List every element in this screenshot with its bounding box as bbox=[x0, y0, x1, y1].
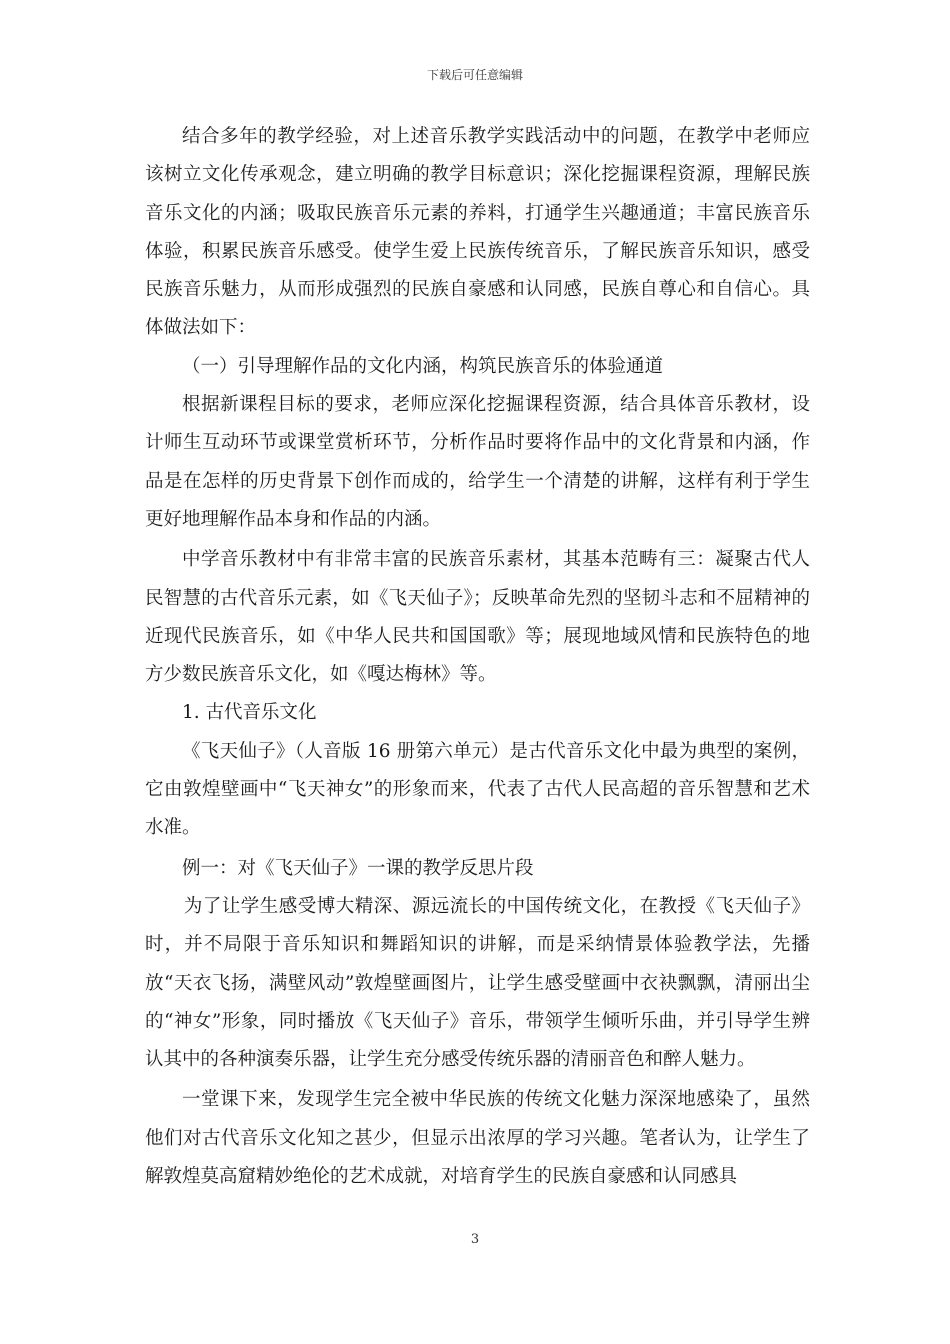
paragraph: 为了让学生感受博大精深、源远流长的中国传统文化，在教授《飞天仙子》时，并不局限于音乐知识和舞蹈知识的讲解，而是采纳情景体验教学法，先播放“天衣飞扬，满壁风动”敦煌壁画图片，让学生感受壁画中衣袂飘飘，清丽出尘的“神女”形象，同时播放《飞天仙子》音乐，带领学生倾听乐曲，并引导学生辨认其中的各种演奏乐器，让学生充分感受传统乐器的清丽音色和醉人魅力。 bbox=[145, 895, 810, 1071]
page-header: 下载后可任意编辑 bbox=[426, 68, 523, 82]
paragraph: 中学音乐教材中有非常丰富的民族音乐素材，其基本范畴有三：凝聚古代人民智慧的古代音乐元素，如《飞天仙子》；反映革命先烈的坚韧斗志和不屈精神的近现代民族音乐，如《中华人民共和国国歌》等；展现地域风情和民族特色的地方少数民族音乐文化，如《嘎达梅林》等。 bbox=[145, 549, 810, 686]
section-heading: （一）引导理解作品的文化内涵，构筑民族音乐的体验通道 bbox=[182, 355, 664, 377]
paragraph: 结合多年的教学经验，对上述音乐教学实践活动中的问题，在教学中老师应该树立文化传承观念，建立明确的教学目标意识；深化挖掘课程资源，理解民族音乐文化的内涵；吸取民族音乐元素的养料，打通学生兴趣通道；丰富民族音乐体验，积累民族音乐感受。使学生爱上民族传统音乐，了解民族音乐知识，感受民族音乐魅力，从而形成强烈的民族自豪感和认同感，民族自尊心和自信心。具体做法如下： bbox=[145, 126, 810, 339]
example-heading: 例一：对《飞天仙子》一课的教学反思片段 bbox=[182, 857, 534, 879]
page-number: 3 bbox=[470, 1232, 480, 1247]
paragraph: 一堂课下来，发现学生完全被中华民族的传统文化魅力深深地感染了，虽然他们对古代音乐文化知之甚少，但显示出浓厚的学习兴趣。笔者认为，让学生了解敦煌莫高窟精妙绝伦的艺术成就，对培育学生的民族自豪感和认同感具 bbox=[145, 1089, 810, 1188]
document-body bbox=[145, 118, 810, 1196]
paragraph: 根据新课程目标的要求，老师应深化挖掘课程资源，结合具体音乐教材，设计师生互动环节或课堂赏析环节，分析作品时要将作品中的文化背景和内涵，作品是在怎样的历史背景下创作而成的，给学生一个清楚的讲解，这样有利于学生更好地理解作品本身和作品的内涵。 bbox=[145, 394, 810, 530]
subsection-heading: 1. 古代音乐文化 bbox=[182, 702, 317, 724]
paragraph: 《飞天仙子》（人音版 16 册第六单元）是古代音乐文化中最为典型的案例，它由敦煌壁画中“飞天神女”的形象而来，代表了古代人民高超的音乐智慧和艺术水准。 bbox=[145, 740, 810, 839]
